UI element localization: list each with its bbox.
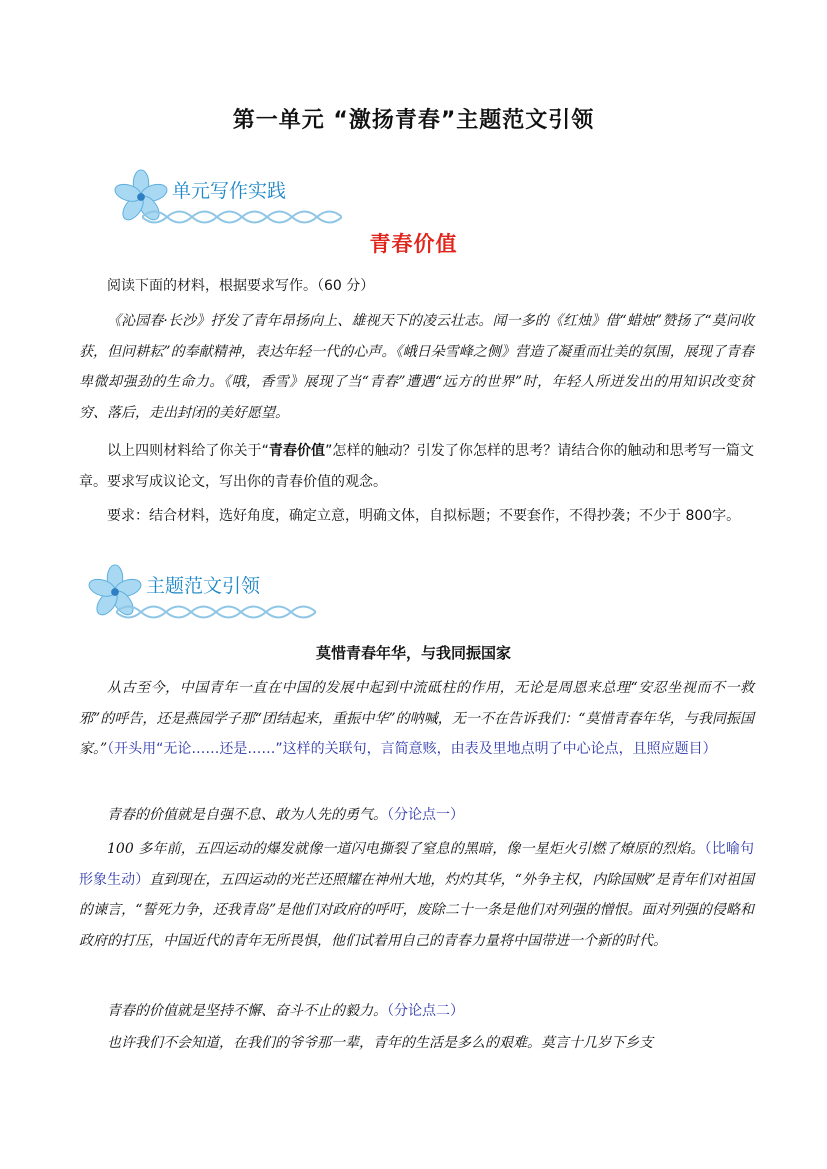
page-title: 第一单元 “激扬青春”主题范文引领 (232, 108, 595, 133)
section-label: 主题范文引领 (146, 575, 261, 597)
essay-paragraph-1 (79, 673, 754, 765)
essay-text: 青春的价值就是自强不息、敢为人先的勇气。 (107, 807, 387, 823)
question-text-after: ”怎样的触动？引发了你怎样的思考？请结合你的触动和思考写一篇文章。要求写成议论文，写出你的青春价值的观念。 (79, 443, 754, 490)
prompt-intro: 阅读下面的材料，根据要求写作。（60 分） (107, 278, 375, 294)
essay-title: 莫惜青春年华，与我同振国家 (315, 644, 511, 662)
annotation-note: （比喻句形象生动） (79, 841, 755, 888)
essay-text: 直到现在，五四运动的光芒还照耀在神州大地，灼灼其华，“外争主权，内除国贼”是青年们对祖国的谏言，“誓死力争，还我青岛”是他们对政府的呼吁，废除二十一条是他们对列强的憎恨。面对列强的侵略和政府的打压，中国近代的青年无所畏惧，他们试着用自己的青春力量将中国带进一个新的时代。 (79, 871, 755, 949)
essay-paragraph-3 (79, 834, 754, 956)
essay-text: 100 多年前，五四运动的爆发就像一道闪电撕裂了窒息的黑暗，像一星炬火引燃了燎原的烈焰。 (107, 841, 705, 857)
prompt-question (79, 436, 754, 497)
wave-divider-icon (142, 206, 342, 228)
wave-divider-icon (116, 601, 316, 623)
essay-paragraph-4 (79, 996, 754, 1027)
essay-text: 从古至今，中国青年一直在中国的发展中起到中流砥柱的作用，无论是周恩来总理“安忍坐视而不一救邪”的呼告，还是燕园学子那“团结起来，重振中华”的呐喊，无一不在告诉我们：“莫惜青春年华，与我同振国家。” (79, 680, 754, 757)
annotation-note: （分论点一） (387, 807, 464, 823)
essay-text: 青春的价值就是坚持不懈、奋斗不止的毅力。 (107, 1003, 387, 1019)
prompt-requirements: 要求：结合材料，选好角度，确定立意，明确文体，自拟标题；不要套作，不得抄袭；不少于 800字。 (107, 508, 741, 524)
topic-title: 青春价值 (369, 232, 458, 256)
essay-paragraph-5: 也许我们不会知道，在我们的爷爷那一辈，青年的生活是多么的艰难。莫言十几岁下乡支 (107, 1035, 653, 1051)
prompt-material: 《沁园春·长沙》抒发了青年昂扬向上、雄视天下的凌云壮志。闻一多的《红烛》借“蜡烛”赞扬了“莫问收获，但问耕耘”的奉献精神，表达年轻一代的心声。《峨日朵雪峰之侧》营造了凝重而壮美的氛围，展现了青春卑微却强劲的生命力。《哦，香雪》展现了当“青春”遭遇“远方的世界”时，年轻人所迸发出的用知识改变贫穷、落后，走出封闭的美好愿望。 (79, 313, 754, 421)
section-label: 单元写作实践 (172, 180, 287, 202)
annotation-note: （分论点二） (387, 1003, 464, 1019)
question-keyword: 青春价值 (268, 443, 326, 459)
essay-paragraph-2 (79, 800, 754, 831)
question-text-before: 以上四则材料给了你关于“ (107, 443, 269, 459)
section-heading-model-essay (86, 563, 316, 633)
annotation-note: （开头用“无论……还是……”这样的关联句，言简意赅，由表及里地点明了中心论点，且照应题目） (107, 741, 717, 757)
